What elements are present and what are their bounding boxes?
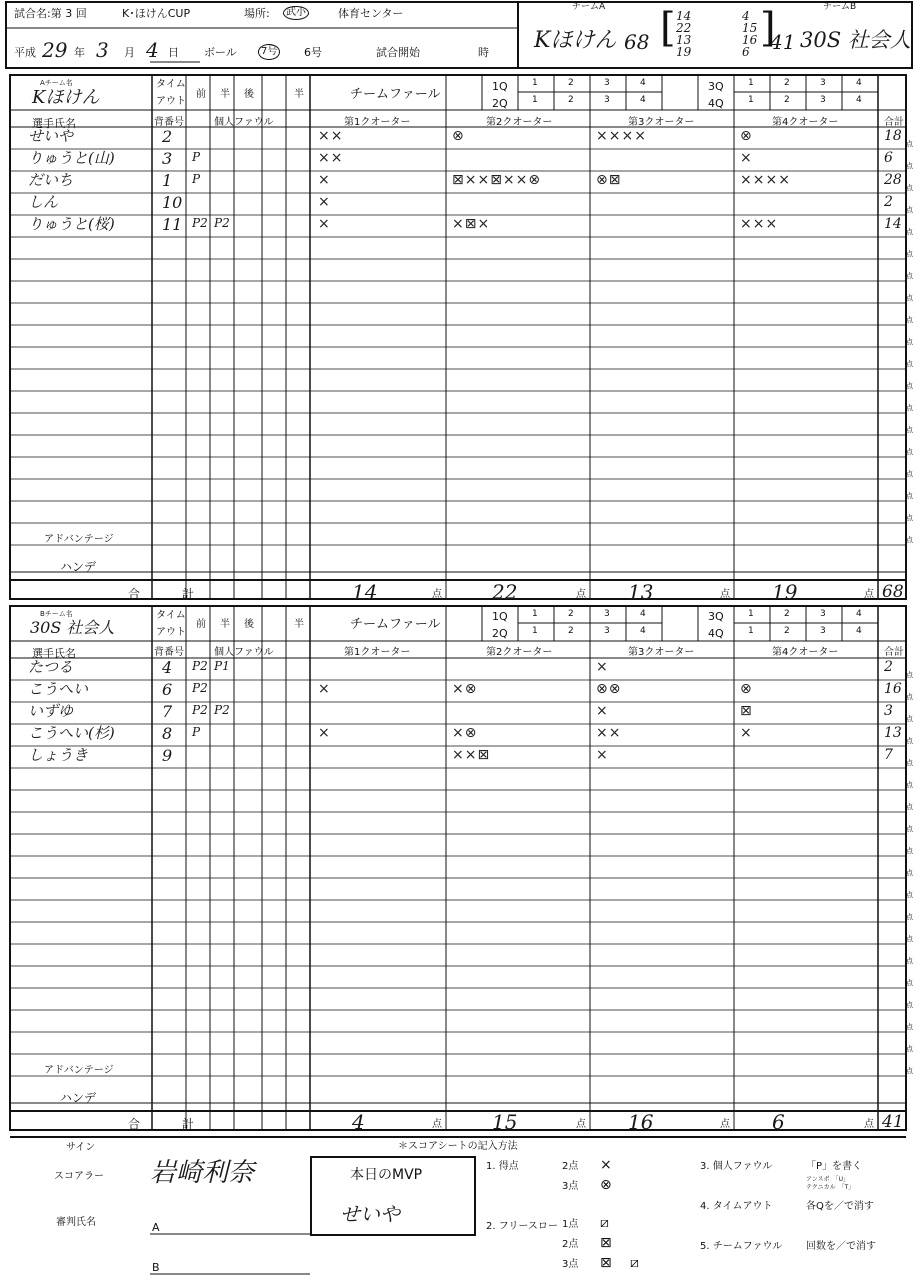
points-unit: 点 <box>906 1023 913 1031</box>
player-number: 8 <box>162 724 173 743</box>
player-name: いずゆ <box>28 702 74 720</box>
era-label: 平成 <box>14 46 36 59</box>
q3-score-marks: × <box>596 703 609 719</box>
player-name: りゅうと(山) <box>28 149 115 167</box>
team-foul-count-cell: 2 <box>568 78 574 88</box>
points-unit: 点 <box>906 470 913 478</box>
q1-header-a: 第1クオーター <box>344 117 411 128</box>
player-number: 11 <box>162 215 183 234</box>
q4-header-a: 第4クオーター <box>772 117 839 128</box>
half2-a: 半 <box>294 89 304 100</box>
points-unit: 点 <box>906 1045 913 1053</box>
q3-label-b: 3Q <box>708 610 724 623</box>
points-unit: 点 <box>906 759 913 767</box>
first-half-b: 前 <box>196 619 206 630</box>
q3-score-marks: ⊗⊠ <box>596 172 622 188</box>
q1-label-b: 1Q <box>492 610 508 623</box>
q1-score-marks: × <box>318 681 331 697</box>
half-b: 半 <box>220 619 230 630</box>
number-header-b: 背番号 <box>154 647 184 658</box>
start-suffix: 時 <box>478 46 489 59</box>
venue-label: 場所: <box>244 7 270 20</box>
total-header-b: 合計 <box>884 647 904 658</box>
month-suffix: 月 <box>124 46 135 59</box>
team-foul-label-a: チームファール <box>350 87 441 102</box>
advantage-label-a: アドバンテージ <box>44 534 114 545</box>
team-foul-count-cell: 4 <box>640 78 646 88</box>
player-name-header-a: 選手氏名 <box>32 117 76 130</box>
team-foul-count-cell: 3 <box>820 95 826 105</box>
qb-3: 16 <box>742 33 758 47</box>
left-bracket: [ <box>660 5 676 51</box>
referee-b: B <box>152 1261 160 1274</box>
points-unit: 点 <box>906 228 913 236</box>
team-foul-count-cell: 1 <box>748 78 754 88</box>
team-a-label: チームA <box>572 2 606 12</box>
grand-total: 68 <box>882 582 904 602</box>
player-name: こうへい(杉) <box>28 724 115 742</box>
q4-label-a: 4Q <box>708 97 724 110</box>
legend-5: 5. チームファウル <box>700 1241 783 1252</box>
team-foul-count-cell: 3 <box>820 78 826 88</box>
ft-two-icon: ⊠ <box>600 1235 612 1251</box>
q1-score-marks: ×× <box>318 150 344 166</box>
personal-foul-first: P2 <box>192 659 208 673</box>
team-foul-count-cell: 4 <box>856 78 862 88</box>
points-unit: 点 <box>906 184 913 192</box>
q3-score-marks: × <box>596 747 609 763</box>
team-foul-count-cell: 3 <box>820 626 826 636</box>
q2-label-b: 2Q <box>492 627 508 640</box>
team-foul-count-cell: 3 <box>604 609 610 619</box>
player-number: 9 <box>162 746 173 765</box>
player-name-header-b: 選手氏名 <box>32 647 76 660</box>
team-foul-count-cell: 4 <box>640 609 646 619</box>
team-foul-count-cell: 3 <box>604 626 610 636</box>
team-b-name-label: Bチーム名 <box>40 610 73 618</box>
q2-label-a: 2Q <box>492 97 508 110</box>
personal-foul-first: P2 <box>192 681 208 695</box>
points-unit: 点 <box>720 1119 730 1130</box>
q2-header-a: 第2クオーター <box>486 117 553 128</box>
player-name: せいや <box>28 127 74 145</box>
points-unit: 点 <box>906 294 913 302</box>
points-unit: 点 <box>906 1001 913 1009</box>
q2-header-b: 第2クオーター <box>486 647 553 658</box>
points-unit: 点 <box>906 360 913 368</box>
quarter-total: 15 <box>492 1110 518 1134</box>
team-foul-count-cell: 4 <box>856 95 862 105</box>
player-number: 4 <box>162 658 173 677</box>
team-foul-count-cell: 1 <box>532 95 538 105</box>
points-unit: 点 <box>906 715 913 723</box>
sum-label-a1: 合 <box>128 587 141 601</box>
team-foul-count-cell: 2 <box>784 78 790 88</box>
team-foul-count-cell: 2 <box>568 95 574 105</box>
q2-score-marks: ×⊠× <box>452 216 491 232</box>
player-name: だいち <box>28 171 74 189</box>
legend-ft3: 3点 <box>562 1259 579 1270</box>
q1-header-b: 第1クオーター <box>344 647 411 658</box>
player-total: 16 <box>884 681 902 697</box>
points-unit: 点 <box>906 316 913 324</box>
quarter-total: 14 <box>352 580 378 604</box>
legend-2: 2. フリースロー <box>486 1221 558 1232</box>
legend-ft1: 1点 <box>562 1219 579 1230</box>
tournament-name: K･ほけんCUP <box>122 7 191 20</box>
second-half-b: 後 <box>244 619 254 630</box>
q3-score-marks: ×××× <box>596 128 647 144</box>
player-number: 6 <box>162 680 173 699</box>
q2-score-marks: ×⊗ <box>452 681 478 697</box>
points-unit: 点 <box>906 382 913 390</box>
q2-score-marks: ×⊗ <box>452 725 478 741</box>
points-unit: 点 <box>906 338 913 346</box>
team-b-label: チームB <box>823 2 857 12</box>
points-unit: 点 <box>576 589 586 600</box>
points-unit: 点 <box>906 206 913 214</box>
qb-4: 6 <box>742 45 750 59</box>
points-unit: 点 <box>906 514 913 522</box>
team-foul-count-cell: 2 <box>784 95 790 105</box>
scorer-label: スコアラー <box>54 1171 104 1182</box>
player-total: 3 <box>884 703 893 719</box>
points-unit: 点 <box>906 803 913 811</box>
day-value: 4 <box>146 38 159 62</box>
quarter-total: 13 <box>628 580 654 604</box>
venue-name: 体育センター <box>338 7 404 20</box>
ball-label: ボール <box>204 46 237 59</box>
grand-total: 41 <box>882 1112 904 1132</box>
points-unit: 点 <box>906 448 913 456</box>
team-foul-count-cell: 3 <box>604 95 610 105</box>
points-unit: 点 <box>576 1119 586 1130</box>
player-total: 6 <box>884 150 893 166</box>
legend-3-desc: 「P」を書く <box>806 1161 863 1172</box>
team-a-total: 68 <box>624 30 650 54</box>
qa-1: 14 <box>676 9 692 23</box>
second-half-a: 後 <box>244 89 254 100</box>
team-a-written-name: Kほけん <box>32 87 100 108</box>
quarter-total: 4 <box>352 1110 365 1134</box>
q4-score-marks: × <box>740 150 753 166</box>
team-foul-count-cell: 2 <box>784 626 790 636</box>
q2-score-marks: ⊗ <box>452 128 465 144</box>
qb-1: 4 <box>742 9 750 23</box>
advantage-label-b: アドバンテージ <box>44 1065 114 1076</box>
personal-foul-first: P <box>192 725 201 739</box>
personal-foul-first: P <box>192 172 201 186</box>
team-foul-count-cell: 1 <box>748 95 754 105</box>
first-half-a: 前 <box>196 89 206 100</box>
legend-title: ＊スコアシートの記入方法 <box>398 1141 518 1152</box>
timeout-label-b2: アウト <box>156 627 186 638</box>
player-total: 2 <box>884 194 893 210</box>
qa-3: 13 <box>676 33 692 47</box>
player-number: 3 <box>162 149 173 168</box>
referee-label: 審判氏名 <box>56 1217 96 1228</box>
player-total: 14 <box>884 216 902 232</box>
ball-option-other: 6号 <box>304 46 322 59</box>
player-name: たつる <box>28 658 74 676</box>
q1-score-marks: × <box>318 194 331 210</box>
points-unit: 点 <box>906 492 913 500</box>
q4-score-marks: ×××× <box>740 172 791 188</box>
q1-score-marks: × <box>318 725 331 741</box>
two-point-icon: × <box>600 1157 612 1173</box>
team-foul-count-cell: 1 <box>532 609 538 619</box>
team-foul-count-cell: 3 <box>604 78 610 88</box>
sum-label-a2: 計 <box>182 587 195 601</box>
sum-label-b2: 計 <box>182 1117 195 1131</box>
points-unit: 点 <box>906 913 913 921</box>
year-suffix: 年 <box>74 46 85 59</box>
personal-foul-first: P2 <box>192 216 208 230</box>
personal-foul-header-b: 個人ファウル <box>214 647 274 658</box>
q1-score-marks: ×× <box>318 128 344 144</box>
team-foul-count-cell: 2 <box>784 609 790 619</box>
q1-score-marks: × <box>318 216 331 232</box>
player-name: しん <box>28 193 59 211</box>
qa-4: 19 <box>676 45 692 59</box>
day-suffix: 日 <box>168 46 179 59</box>
legend-ft2: 2点 <box>562 1239 579 1250</box>
points-unit: 点 <box>906 781 913 789</box>
legend-3-sub1: アンスポ 「U」 <box>806 1176 849 1183</box>
q4-score-marks: ⊗ <box>740 128 753 144</box>
ft-three-icon-b: ⧄ <box>630 1255 639 1271</box>
points-unit: 点 <box>906 250 913 258</box>
q1-score-marks: × <box>318 172 331 188</box>
points-unit: 点 <box>432 1119 442 1130</box>
legend-4: 4. タイムアウト <box>700 1201 773 1212</box>
team-foul-label-b: チームファール <box>350 617 441 632</box>
points-unit: 点 <box>906 869 913 877</box>
handicap-label-a: ハンデ <box>60 560 97 574</box>
ft-three-icon-a: ⊠ <box>600 1255 612 1271</box>
points-unit: 点 <box>906 825 913 833</box>
q4-header-b: 第4クオーター <box>772 647 839 658</box>
team-foul-count-cell: 2 <box>568 609 574 619</box>
player-total: 2 <box>884 659 893 675</box>
personal-foul-first: P <box>192 150 201 164</box>
legend-3: 3. 個人ファウル <box>700 1161 773 1172</box>
team-foul-count-cell: 4 <box>856 626 862 636</box>
q4-score-marks: ××× <box>740 216 779 232</box>
q4-score-marks: × <box>740 725 753 741</box>
player-total: 13 <box>884 725 902 741</box>
team-a-name: Kほけん <box>534 28 617 53</box>
player-number: 7 <box>162 702 173 721</box>
points-unit: 点 <box>906 671 913 679</box>
player-number: 1 <box>162 171 173 190</box>
q3-header-a: 第3クオーター <box>628 117 695 128</box>
qa-2: 22 <box>676 21 692 35</box>
player-name: しょうき <box>28 746 89 764</box>
points-unit: 点 <box>906 693 913 701</box>
legend-2pt: 2点 <box>562 1161 579 1172</box>
player-total: 18 <box>884 128 902 144</box>
q3-score-marks: × <box>596 659 609 675</box>
q4-score-marks: ⊗ <box>740 681 753 697</box>
team-foul-count-cell: 2 <box>568 626 574 636</box>
sum-label-b1: 合 <box>128 1117 141 1131</box>
quarter-total: 19 <box>772 580 798 604</box>
points-unit: 点 <box>906 404 913 412</box>
venue-short: 武小 <box>283 6 309 20</box>
legend-4-desc: 各Qを／で消す <box>806 1201 874 1212</box>
total-header-a: 合計 <box>884 117 904 128</box>
legend-5-desc: 回数を／で消す <box>806 1241 876 1252</box>
points-unit: 点 <box>864 589 874 600</box>
quarter-total: 6 <box>772 1110 785 1134</box>
right-bracket: ] <box>760 5 776 51</box>
points-unit: 点 <box>906 272 913 280</box>
q3-score-marks: ×× <box>596 725 622 741</box>
player-name: こうへい <box>28 680 89 698</box>
legend-1: 1. 得点 <box>486 1161 519 1172</box>
player-number: 10 <box>162 193 183 212</box>
personal-foul-second: P2 <box>214 216 230 230</box>
q4-score-marks: ⊠ <box>740 703 753 719</box>
personal-foul-header-a: 個人ファウル <box>214 117 274 128</box>
quarter-total: 22 <box>492 580 518 604</box>
team-foul-count-cell: 1 <box>748 609 754 619</box>
player-number: 2 <box>162 127 173 146</box>
number-header-a: 背番号 <box>154 117 184 128</box>
half2-b: 半 <box>294 619 304 630</box>
three-point-icon: ⊗ <box>600 1177 612 1193</box>
points-unit: 点 <box>720 589 730 600</box>
team-foul-count-cell: 1 <box>748 626 754 636</box>
team-foul-count-cell: 4 <box>640 626 646 636</box>
points-unit: 点 <box>906 979 913 987</box>
timeout-label-a2: アウト <box>156 96 186 107</box>
team-foul-count-cell: 4 <box>856 609 862 619</box>
points-unit: 点 <box>906 162 913 170</box>
personal-foul-second: P1 <box>214 659 230 673</box>
q1-label-a: 1Q <box>492 80 508 93</box>
legend-3-sub2: テクニカル 「T」 <box>806 1184 855 1191</box>
mvp-label: 本日のMVP <box>350 1167 423 1183</box>
q2-score-marks: ××⊠ <box>452 747 491 763</box>
points-unit: 点 <box>906 1067 913 1075</box>
sign-label: サイン <box>66 1142 96 1153</box>
q3-header-b: 第3クオーター <box>628 647 695 658</box>
q3-label-a: 3Q <box>708 80 724 93</box>
q2-score-marks: ⊠××⊠××⊗ <box>452 172 542 188</box>
month-value: 3 <box>96 38 109 62</box>
start-label: 試合開始 <box>376 46 420 59</box>
referee-a: A <box>152 1221 160 1234</box>
team-a-name-label: Aチーム名 <box>40 79 73 87</box>
personal-foul-first: P2 <box>192 703 208 717</box>
mvp-name: せいや <box>340 1202 400 1226</box>
qb-2: 15 <box>742 21 758 35</box>
points-unit: 点 <box>432 589 442 600</box>
team-b-total: 41 <box>770 30 796 54</box>
player-total: 28 <box>884 172 902 188</box>
personal-foul-second: P2 <box>214 703 230 717</box>
ball-option-selected: 7号 <box>258 44 280 60</box>
points-unit: 点 <box>906 957 913 965</box>
year-value: 29 <box>42 38 68 62</box>
team-foul-count-cell: 1 <box>532 78 538 88</box>
match-name-label: 試合名:第 3 回 <box>14 7 87 20</box>
legend-3pt: 3点 <box>562 1181 579 1192</box>
points-unit: 点 <box>906 536 913 544</box>
team-b-written-name: 30S 社会人 <box>30 618 115 637</box>
timeout-label-a: タイム <box>156 79 186 90</box>
quarter-total: 16 <box>628 1110 654 1134</box>
team-foul-count-cell: 3 <box>820 609 826 619</box>
player-total: 7 <box>884 747 893 763</box>
team-foul-count-cell: 4 <box>640 95 646 105</box>
ft-one-icon: ⧄ <box>600 1215 609 1231</box>
q3-score-marks: ⊗⊗ <box>596 681 622 697</box>
points-unit: 点 <box>906 737 913 745</box>
timeout-label-b: タイム <box>156 610 186 621</box>
q4-label-b: 4Q <box>708 627 724 640</box>
points-unit: 点 <box>906 847 913 855</box>
player-name: りゅうと(桜) <box>28 215 115 233</box>
team-foul-count-cell: 1 <box>532 626 538 636</box>
half-a: 半 <box>220 89 230 100</box>
points-unit: 点 <box>906 140 913 148</box>
points-unit: 点 <box>864 1119 874 1130</box>
points-unit: 点 <box>906 935 913 943</box>
points-unit: 点 <box>906 891 913 899</box>
points-unit: 点 <box>906 426 913 434</box>
scorer-name: 岩崎利奈 <box>150 1158 255 1188</box>
handicap-label-b: ハンデ <box>60 1091 97 1105</box>
team-b-name: 30S 社会人 <box>800 28 911 52</box>
